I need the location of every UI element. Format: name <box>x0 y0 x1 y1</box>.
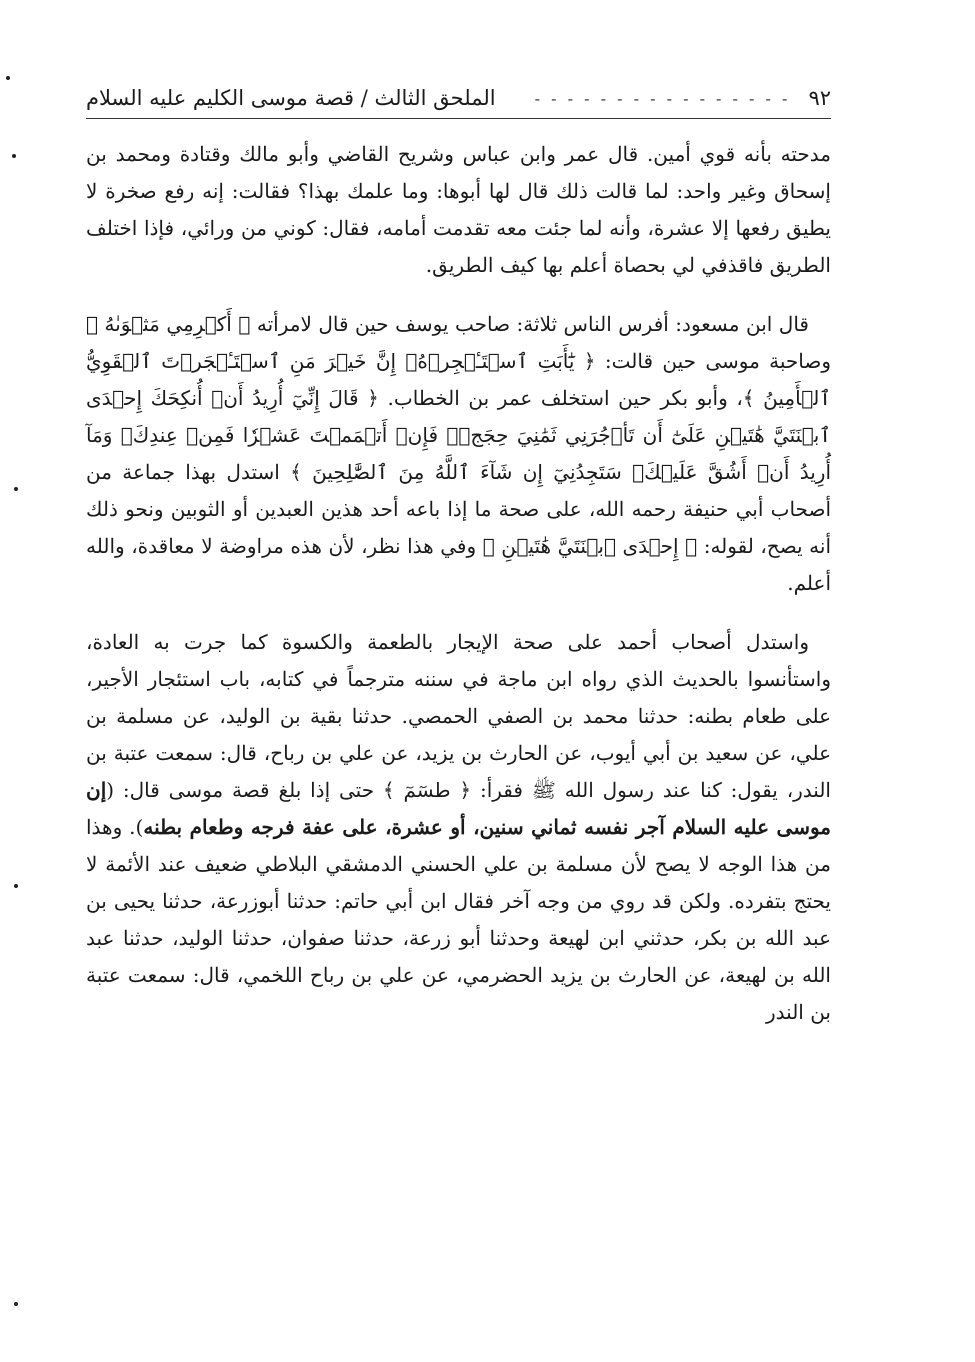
quran-verse-3: ﴿ قَالَ إِنِّيٓ أُرِيدُ أَنۡ أُنكِحَكَ إِحۡدَى ٱبۡنَتَيَّ هَٰتَيۡنِ عَلَىٰٓ أَن تَأۡجُرَنِي ثَمَٰنِيَ حِجَجٖۖ فَإِنۡ أَتۡمَمۡتَ عَشۡرٗا فَمِنۡ عِندِكَۖ وَمَآ أُرِيدُ أَنۡ أَشُقَّ عَلَيۡكَۚ سَتَجِدُنِيٓ إِن شَآءَ ٱللَّهُ مِنَ ٱلصَّٰلِحِينَ ﴾ <box>86 386 831 484</box>
paragraph-3-text-a: واستدل أصحاب أحمد على صحة الإيجار بالطعمة والكسوة كما جرت به العادة، واستأنسوا بالحديث الذي رواه ابن ماجة في سننه مترجماً في كتابه، باب استئجار الأجير، على طعام بطنه: حدثنا محمد بن الصفي الحمصي. حدثنا بقية بن الوليد، عن مسلمة بن علي، عن سعيد بن أبي أيوب، عن الحارث بن يزيد، عن علي بن رباح، قال: سمعت عتبة بن الندر، يقول: كنا عند رسول الله ﷺ فقرأ: <box>86 630 831 802</box>
paragraph-1: مدحته بأنه قوي أمين. قال عمر وابن عباس وشريح القاضي وأبو مالك وقتادة ومحمد بن إسحاق وغير واحد: لما قالت ذلك قال لها أبوها: وما علمك بهذا؟ فقالت: إنه رفع صخرة لا يطيق رفعها إلا عشرة، وأنه لما جئت معه تقدمت أمامه، فقال: كوني من ورائي، فإذا اختلف الطريق فاقذفي لي بحصاة أعلم بها كيف الطريق. <box>86 142 831 277</box>
margin-speck <box>12 154 16 158</box>
paragraph-2-text-c: ، وأبو بكر حين استخلف عمر بن الخطاب. <box>387 386 743 410</box>
margin-speck <box>14 1302 18 1306</box>
running-title: الملحق الثالث / قصة موسى الكليم عليه السلام <box>86 86 496 110</box>
paragraph-2-text-d: استدل بهذا جماعة من أصحاب أبي حنيفة رحمه الله، على صحة ما إذا باعه أحد هذين العبدين أو الثوبين ونحو ذلك أنه يصح، لقوله: <box>86 460 832 558</box>
hadith-quote-bold: إن موسى عليه السلام آجر نفسه ثماني سنين، أو عشرة، على عفة فرجه وطعام بطنه <box>86 778 831 839</box>
quran-verse-4: ﴿ إِحۡدَى ٱبۡنَتَيَّ هَٰتَيۡنِ ﴾ <box>482 534 698 558</box>
page-number: ٩٢ <box>808 86 831 110</box>
paragraph-2-text-e: وفي هذا نظر، لأن هذه مراوضة لا معاقدة، والله أعلم. <box>86 534 831 595</box>
body-text <box>86 136 831 1053</box>
paragraph-2-text-a: قال ابن مسعود: أفرس الناس ثلاثة: صاحب يوسف حين قال لامرأته <box>256 312 809 336</box>
paragraph-2-text-b: وصاحبة موسى حين قالت: <box>604 349 831 373</box>
paragraph-2 <box>86 306 831 602</box>
quran-verse-5: ﴿ طسٓمٓ ﴾ <box>382 778 472 802</box>
paragraph-3 <box>86 624 831 1031</box>
page-header <box>86 78 831 119</box>
margin-speck <box>6 76 10 80</box>
quran-verse-1: ﴿ أَكۡرِمِي مَثۡوَىٰهُ ﴾ <box>86 312 251 336</box>
margin-speck <box>14 884 18 888</box>
quran-verse-2: ﴿ يَٰٓأَبَتِ ٱسۡتَـٔۡجِرۡهُۖ إِنَّ خَيۡرَ مَنِ ٱسۡتَـٔۡجَرۡتَ ٱلۡقَوِيُّ ٱلۡأَمِينُ ﴾ <box>86 349 832 410</box>
paragraph-3-text-c: ). وهذا من هذا الوجه لا يصح لأن مسلمة بن علي الحسني الدمشقي البلاطي ضعيف عند الأئمة لا يحتج بتفرده. ولكن قد روي من وجه آخر فقال ابن أبي حاتم: حدثنا أبوزرعة، حدثنا يحيى بن عبد الله بن بكر، حدثني ابن لهيعة وحدثنا أبو زرعة، حدثنا صفوان، حدثنا الوليد، حدثنا عبد الله بن لهيعة، عن الحارث بن يزيد الحضرمي، عن علي بن رباح اللخمي، قال: سمعت عتبة بن الندر <box>86 815 831 1024</box>
margin-speck <box>14 487 18 491</box>
paragraph-3-text-b: حتى إذا بلغ قصة موسى قال: ( <box>106 778 375 802</box>
header-dash-leader: - - - - - - - - - - - - - - - - <box>534 88 791 108</box>
